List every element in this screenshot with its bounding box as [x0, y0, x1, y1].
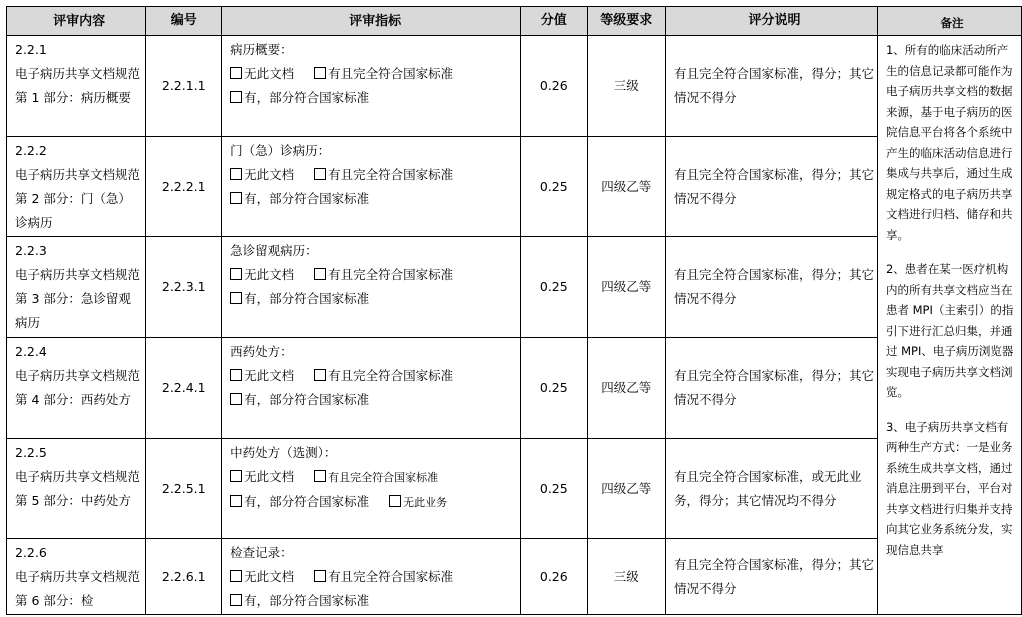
- option-none[interactable]: 无此文档: [230, 163, 294, 187]
- option-none[interactable]: 无此文档: [230, 364, 294, 388]
- checkbox-icon: [314, 168, 326, 180]
- code-cell: 2.2.6.1: [146, 539, 222, 615]
- checkbox-icon: [230, 495, 242, 507]
- checkbox-icon: [230, 268, 242, 280]
- indicator-cell: [222, 438, 521, 539]
- score-cell: 0.26: [521, 36, 587, 137]
- content-text: 电子病历共享文档规范 第 2 部分：门（急）诊病历: [15, 166, 141, 230]
- indicator-title: 门（急）诊病历：: [230, 142, 331, 158]
- content-text: 电子病历共享文档规范 第 1 部分：病历概要: [15, 66, 141, 105]
- indicator-cell: [222, 237, 521, 338]
- checkbox-icon: [314, 470, 326, 482]
- header-code: 编号: [146, 7, 222, 36]
- option-no-business[interactable]: 无此业务: [389, 491, 447, 515]
- checkbox-icon: [314, 67, 326, 79]
- code-cell: 2.2.2.1: [146, 136, 222, 237]
- indicator-cell: [222, 136, 521, 237]
- header-indicator: 评审指标: [222, 7, 521, 36]
- checkbox-icon: [230, 369, 242, 381]
- checkbox-icon: [230, 470, 242, 482]
- table-row: [7, 36, 1022, 137]
- desc-cell: 有且完全符合国家标准，得分；其它情况不得分: [665, 136, 877, 237]
- section-number: 2.2.1: [15, 42, 47, 57]
- content-cell: [7, 539, 146, 615]
- section-number: 2.2.6: [15, 545, 47, 561]
- content-cell: [7, 136, 146, 237]
- score-cell: 0.25: [521, 237, 587, 338]
- remark-3: 3、电子病历共享文档有两种生产方式：一是业务系统生成共享文档，通过消息注册到平台，平台对共享文档进行归集并支持向其它业务系统分发，实现信息共享: [885, 419, 1013, 557]
- indicator-title: 病历概要：: [230, 42, 293, 57]
- checkbox-icon: [389, 495, 401, 507]
- option-partial[interactable]: 有，部分符合国家标准: [230, 490, 369, 514]
- option-partial[interactable]: 有，部分符合国家标准: [230, 287, 369, 311]
- remark-1: 1、所有的临床活动所产生的信息记录都可能作为电子病历共享文档的数据来源，基于电子病历的医院信息平台将各个系统中产生的临床活动信息进行集成与共享后，通过生成规定格式的电子病历共享文档进行归档、储存和共享。: [885, 43, 1013, 242]
- option-none[interactable]: 无此文档: [230, 62, 294, 86]
- remark-2: 2、患者在某一医疗机构内的所有共享文档应当在患者 MPI（主索引）的指引下进行汇总归集，并通过 MPI、电子病历浏览器实现电子病历共享文档浏览。: [885, 262, 1014, 399]
- content-text: 电子病历共享文档规范 第 3 部分：急诊留观病历: [15, 267, 141, 331]
- indicator-cell: [222, 338, 521, 439]
- level-cell: 四级乙等: [587, 338, 665, 439]
- checkbox-icon: [314, 570, 326, 582]
- table-row: [7, 338, 1022, 439]
- option-full[interactable]: 有且完全符合国家标准: [314, 364, 453, 388]
- section-number: 2.2.5: [15, 444, 47, 460]
- option-full[interactable]: 有且完全符合国家标准: [314, 565, 453, 589]
- header-content: 评审内容: [7, 7, 146, 36]
- checkbox-icon: [230, 91, 242, 103]
- score-cell: 0.25: [521, 438, 587, 539]
- option-full[interactable]: 有且完全符合国家标准: [314, 263, 453, 287]
- option-full[interactable]: 有且完全符合国家标准: [314, 466, 438, 490]
- code-cell: 2.2.5.1: [146, 438, 222, 539]
- option-full[interactable]: 有且完全符合国家标准: [314, 62, 453, 86]
- table-row: [7, 438, 1022, 539]
- indicator-cell: [222, 36, 521, 137]
- option-none[interactable]: 无此文档: [230, 565, 294, 589]
- checkbox-icon: [230, 393, 242, 405]
- indicator-title: 检查记录：: [230, 545, 293, 561]
- table-row: [7, 136, 1022, 237]
- score-cell: 0.26: [521, 539, 587, 615]
- option-full[interactable]: 有且完全符合国家标准: [314, 163, 453, 187]
- level-cell: 四级乙等: [587, 136, 665, 237]
- header-row: [7, 7, 1022, 36]
- section-number: 2.2.3: [15, 243, 47, 259]
- option-none[interactable]: 无此文档: [230, 465, 294, 489]
- level-cell: 三级: [587, 36, 665, 137]
- indicator-title: 急诊留观病历：: [230, 243, 318, 259]
- content-text: 电子病历共享文档规范 第 5 部分：中药处方: [15, 468, 141, 508]
- option-partial[interactable]: 有，部分符合国家标准: [230, 187, 369, 211]
- section-number: 2.2.2: [15, 142, 47, 158]
- indicator-cell: [222, 539, 521, 615]
- checkbox-icon: [230, 570, 242, 582]
- table-row: [7, 237, 1022, 338]
- header-remark: 备注: [877, 7, 1021, 36]
- header-score: 分值: [521, 7, 587, 36]
- checkbox-icon: [230, 292, 242, 304]
- indicator-title: 西药处方：: [230, 344, 293, 360]
- code-cell: 2.2.3.1: [146, 237, 222, 338]
- desc-cell: 有且完全符合国家标准，得分；其它情况不得分: [665, 539, 877, 615]
- score-cell: 0.25: [521, 136, 587, 237]
- desc-cell: 有且完全符合国家标准，得分；其它情况不得分: [665, 338, 877, 439]
- code-cell: 2.2.4.1: [146, 338, 222, 439]
- checkbox-icon: [230, 67, 242, 79]
- checkbox-icon: [230, 192, 242, 204]
- option-partial[interactable]: 有，部分符合国家标准: [230, 589, 369, 613]
- table-row: [7, 539, 1022, 615]
- code-cell: 2.2.1.1: [146, 36, 222, 137]
- desc-cell: 有且完全符合国家标准，得分；其它情况不得分: [665, 36, 877, 137]
- content-text: 电子病历共享文档规范 第 6 部分：检: [15, 569, 141, 609]
- desc-cell: 有且完全符合国家标准，得分；其它情况不得分: [665, 237, 877, 338]
- header-level: 等级要求: [587, 7, 665, 36]
- level-cell: 三级: [587, 539, 665, 615]
- level-cell: 四级乙等: [587, 237, 665, 338]
- checkbox-icon: [230, 594, 242, 606]
- indicator-title: 中药处方（选测）：: [230, 444, 337, 460]
- score-cell: 0.25: [521, 338, 587, 439]
- content-cell: [7, 438, 146, 539]
- checkbox-icon: [314, 268, 326, 280]
- option-none[interactable]: 无此文档: [230, 263, 294, 287]
- content-cell: [7, 338, 146, 439]
- content-cell: [7, 36, 146, 137]
- checkbox-icon: [230, 168, 242, 180]
- option-partial[interactable]: 有，部分符合国家标准: [230, 86, 369, 110]
- desc-cell: 有且完全符合国家标准，或无此业务，得分；其它情况均不得分: [665, 438, 877, 539]
- header-desc: 评分说明: [665, 7, 877, 36]
- content-text: 电子病历共享文档规范 第 4 部分：西药处方: [15, 368, 141, 408]
- level-cell: 四级乙等: [587, 438, 665, 539]
- section-number: 2.2.4: [15, 344, 47, 360]
- evaluation-table: [6, 6, 1022, 615]
- option-partial[interactable]: 有，部分符合国家标准: [230, 388, 369, 412]
- remark-cell: [877, 36, 1021, 615]
- content-cell: [7, 237, 146, 338]
- checkbox-icon: [314, 369, 326, 381]
